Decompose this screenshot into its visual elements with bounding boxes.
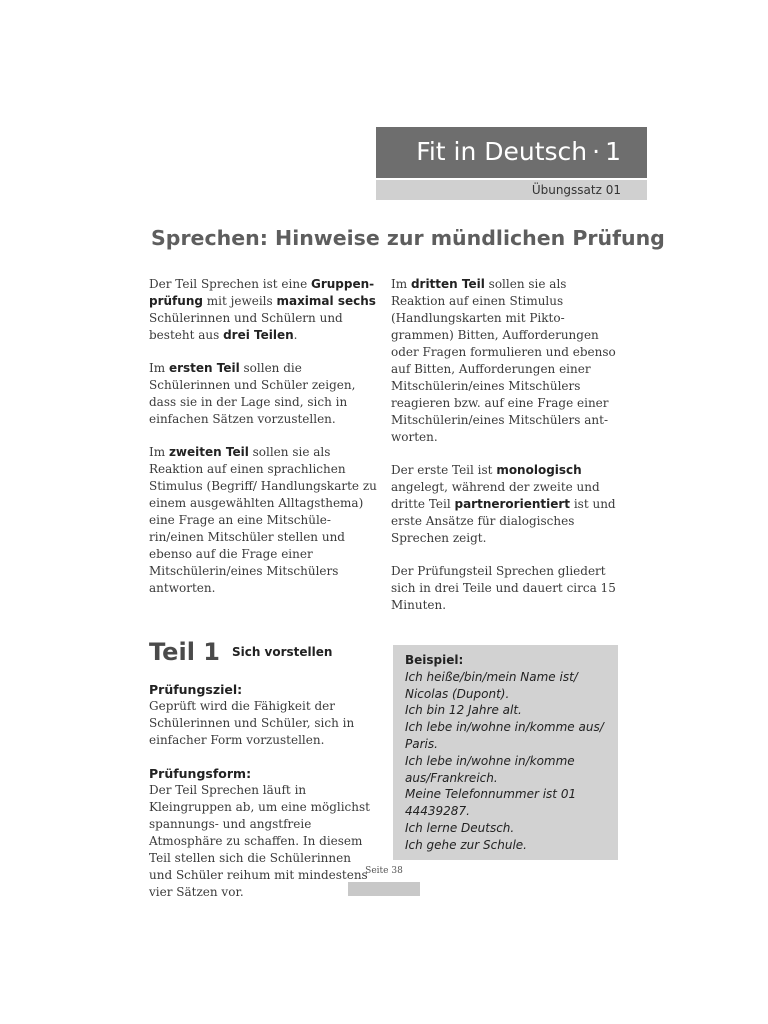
- bold-term: monologisch: [496, 463, 582, 477]
- example-line: Ich lebe in/wohne in/komme aus/Frankreich.: [405, 753, 575, 785]
- text-span: Schülerinnen und Schülern und besteht aus: [149, 311, 343, 342]
- text-span: Im: [149, 445, 169, 459]
- right-paragraph-1: [391, 276, 619, 446]
- pruefungsziel-text: Geprüft wird die Fähigkeit der Schülerinnen und Schüler, sich in einfacher Form vorzustellen.: [149, 699, 355, 747]
- example-line: Ich bin 12 Jahre alt.: [405, 703, 522, 718]
- pruefungsform-heading: Prüfungsform:: [149, 766, 252, 781]
- header-title: Fit in Deutsch · 1: [416, 137, 621, 166]
- header-title-box: [376, 127, 647, 178]
- bold-term: dritten Teil: [410, 277, 485, 291]
- header-subtitle: Übungssatz 01: [531, 183, 621, 197]
- left-column: [149, 276, 377, 613]
- page-number: Seite 38: [365, 866, 403, 876]
- bold-term: partnerorientiert: [454, 497, 571, 511]
- teil-heading: [149, 638, 332, 666]
- example-line: Ich gehe zur Schule.: [405, 837, 527, 852]
- bold-term: maximal sechs: [276, 294, 376, 308]
- pruefungsziel-heading: Prüfungsziel:: [149, 682, 243, 697]
- example-line: Ich lerne Deutsch.: [405, 820, 515, 835]
- right-paragraph-3: Der Prüfungsteil Sprechen gliedert sich in drei Teile und dauert circa 15 Minuten.: [391, 564, 616, 612]
- header-subtitle-box: [376, 180, 647, 200]
- text-span: mit jeweils: [202, 294, 277, 308]
- text-span: Im: [149, 361, 169, 375]
- text-span: sollen sie als Reaktion auf einen Stimulus (Handlungskarten mit Piktogrammen) Bitten, Aufforderungen oder Fragen formulieren und ebenso auf Bitten, Aufforderungen einer Mitschülerin/eines Mitschülers reagieren bzw. auf eine Frage einer Mitschülerin/eines Mitschülers antworten.: [391, 277, 616, 444]
- example-title: Beispiel:: [405, 653, 464, 667]
- example-line: Meine Telefonnummer ist 01 44439287.: [405, 787, 577, 819]
- text-span: Der Teil Sprechen ist eine: [149, 277, 311, 291]
- teil-number: Teil 1: [149, 638, 220, 666]
- right-paragraph-2: [391, 462, 619, 547]
- text-span: sollen die Schülerinnen und Schüler zeigen, dass sie in der Lage sind, sich in einfachen Sätzen vorzustellen.: [149, 361, 356, 426]
- left-paragraph-1: [149, 276, 377, 344]
- text-span: Im: [391, 277, 411, 291]
- left-paragraph-2: [149, 360, 377, 428]
- example-content: [405, 652, 610, 854]
- pruefungsform-text: Der Teil Sprechen läuft in Kleingruppen ab, um eine möglichst spannungs- und angstfreie Atmosphäre zu schaffen. In diesem Teil stellen sich die Schülerinnen und Schüler reihum mit mindestens vier Sätzen vor.: [149, 783, 370, 899]
- bold-term: Gruppenprüfung: [149, 277, 375, 308]
- teil-body: [149, 681, 377, 917]
- example-box: [393, 645, 618, 860]
- bold-term: ersten Teil: [168, 361, 240, 375]
- right-column: [391, 276, 619, 630]
- bold-term: zweiten Teil: [168, 445, 249, 459]
- section-title: Sprechen: Hinweise zur mündlichen Prüfung: [151, 226, 665, 250]
- text-span: Der erste Teil ist: [391, 463, 497, 477]
- left-paragraph-3: [149, 444, 377, 597]
- example-line: Ich heiße/bin/mein Name ist/ Nicolas (Dupont).: [405, 669, 578, 701]
- bold-term: drei Teilen: [223, 328, 294, 342]
- text-span: angelegt, während der zweite und dritte Teil: [391, 480, 600, 511]
- text-span: ist und erste Ansätze für dialogisches Sprechen zeigt.: [391, 497, 616, 545]
- teil-subtitle: Sich vorstellen: [231, 645, 333, 659]
- footer-bar: [348, 882, 420, 896]
- example-line: Ich lebe in/wohne in/komme aus/ Paris.: [405, 720, 604, 751]
- text-span: sollen sie als Reaktion auf einen sprachlichen Stimulus (Begriff/ Handlungskarte zu einem ausgewählten Alltagsthema) eine Frage an eine Mitschülerin/einen Mitschüler stellen und ebenso auf die Frage einer Mitschülerin/eines Mitschülers antworten.: [149, 445, 377, 595]
- text-span: .: [293, 328, 298, 342]
